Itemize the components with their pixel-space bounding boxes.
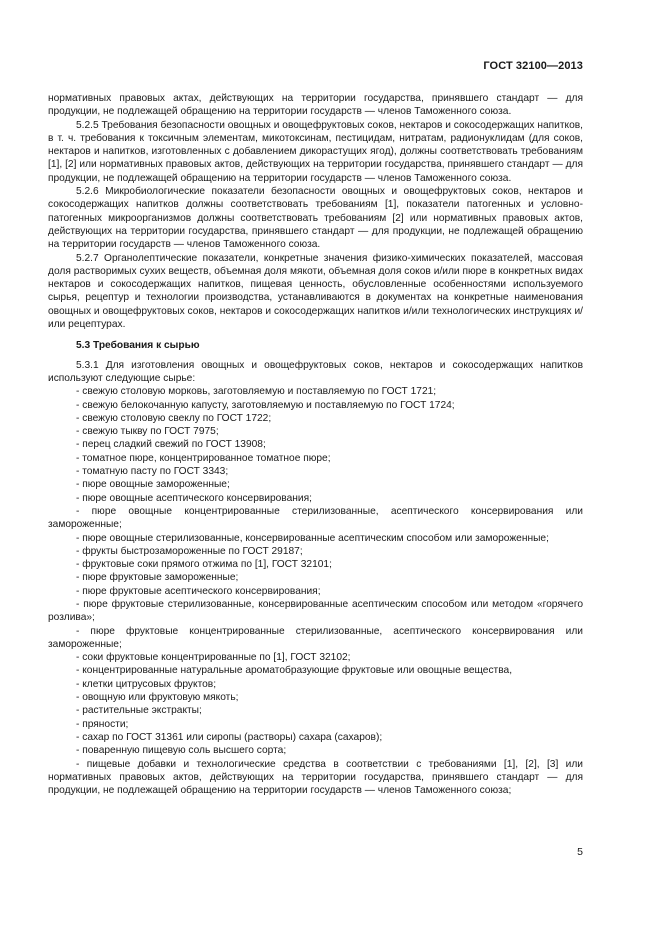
list-item: - поваренную пищевую соль высшего сорта;	[76, 745, 287, 757]
list-item: - соки фруктовые концентрированные по [1], ГОСТ 32102;	[76, 652, 351, 664]
list-item: - томатное пюре, концентрированное томатное пюре;	[76, 452, 331, 464]
list-item: - пряности;	[76, 718, 129, 730]
standard-header: ГОСТ 32100—2013	[483, 60, 583, 72]
list-item: - концентрированные натуральные ароматобразующие фруктовые или овощные вещества,	[76, 665, 513, 677]
list-item: - овощную или фруктовую мякоть;	[76, 692, 239, 704]
list-item: - пюре фруктовые стерилизованные, консервированные асептическим способом или методом «горячего розлива»;	[48, 598, 583, 624]
list-item: - пюре фруктовые концентрированные стерилизованные, асептического консервирования или замороженные;	[48, 625, 583, 650]
paragraph-continuation: нормативных правовых актах, действующих на территории государства, принявшего стандарт — для продукции, не подлежащей обращению на территории государств — членов Таможенного союза.	[48, 93, 583, 118]
list-item: - перец сладкий свежий по ГОСТ 13908;	[76, 439, 266, 451]
list-item: - пюре овощные замороженные;	[76, 479, 230, 491]
list-item: - томатную пасту по ГОСТ 3343;	[76, 466, 229, 478]
list-item: - пищевые добавки и технологические средства в соответствии с требованиями [1], [2], [3] или нормативных правовых актов, действующих на территории государства, принявшего стандарт — для продукции, не подлежащей обращению на территории государств — членов Таможенного союза;	[48, 758, 583, 797]
list-item: - сахар по ГОСТ 31361 или сиропы (растворы) сахара (сахаров);	[76, 731, 383, 743]
list-item: - пюре фруктовые асептического консервирования;	[76, 585, 321, 597]
list-item: - пюре фруктовые замороженные;	[76, 572, 239, 584]
paragraph-5-2-7: 5.2.7 Органолептические показатели, конкретные значения физико-химических показателей, массовая доля растворимых сухих веществ, объемная доля мякоти, объемная доля соков и/или пюре в конкретных видах нектаров и сокосодержащих напитков, пищевая ценность, обусловленные особенностями используемого сырья, рецептур и технологии производства, устанавливаются в документах на конкретные наименования овощных и овощефруктовых соков, нектаров и сокосодержащих напитков и/или технологических инструкциях и/или рецептурах.	[48, 252, 583, 331]
section-heading: 5.3 Требования к сырью	[76, 340, 200, 352]
list-item: - пюре овощные стерилизованные, консервированные асептическим способом или замороженные;	[76, 532, 549, 544]
list-item: - фрукты быстрозамороженные по ГОСТ 29187;	[76, 545, 303, 557]
document-body	[48, 92, 583, 797]
list-item: - пюре овощные концентрированные стерилизованные, асептического консервирования или замороженные;	[48, 505, 583, 531]
list-item: - свежую столовую свеклу по ГОСТ 1722;	[76, 412, 272, 424]
list-item: - пюре овощные асептического консервирования;	[76, 492, 312, 504]
list-item: - фруктовые соки прямого отжима по [1], ГОСТ 32101;	[76, 559, 332, 571]
paragraph-5-2-6: 5.2.6 Микробиологические показатели безопасности овощных и овощефруктовых соков, нектаров и сокосодержащих напитков должны соответствовать требованиям [1], показатели патогенных и условно-патогенных микроорганизмов должны соответствовать требованиям [2] или нормативных правовых актов, действующих на территории государства, принявшего стандарт — для продукции, не подлежащей обращению на территории государств — членов Таможенного союза.	[48, 186, 583, 251]
list-item: - свежую белокочанную капусту, заготовляемую и поставляемую по ГОСТ 1724;	[76, 399, 455, 411]
list-item: - свежую столовую морковь, заготовляемую и поставляемую по ГОСТ 1721;	[76, 386, 437, 398]
list-item: - растительные экстракты;	[76, 705, 202, 717]
raw-materials-list	[48, 385, 583, 797]
list-item: - свежую тыкву по ГОСТ 7975;	[76, 426, 219, 438]
paragraph-5-2-5: 5.2.5 Требования безопасности овощных и овощефруктовых соков, нектаров и сокосодержащих напитков, в т. ч. требования к токсичным элементам, микотоксинам, пестицидам, нитратам, радионуклидам (для соков, нектаров и напитков, изготовленных с добавлением дикорастущих ягод), должны соответствовать требованиям [1], [2] или нормативных правовых актов, действующих на территории государства, принявшего стандарт — для продукции, не подлежащей обращению на территории государств — членов Таможенного союза.	[48, 119, 583, 184]
page-number: 5	[577, 846, 583, 858]
list-item: - клетки цитрусовых фруктов;	[76, 678, 217, 690]
paragraph-5-3-1: 5.3.1 Для изготовления овощных и овощефруктовых соков, нектаров и сокосодержащих напитков используют следующие сырье:	[48, 359, 583, 384]
